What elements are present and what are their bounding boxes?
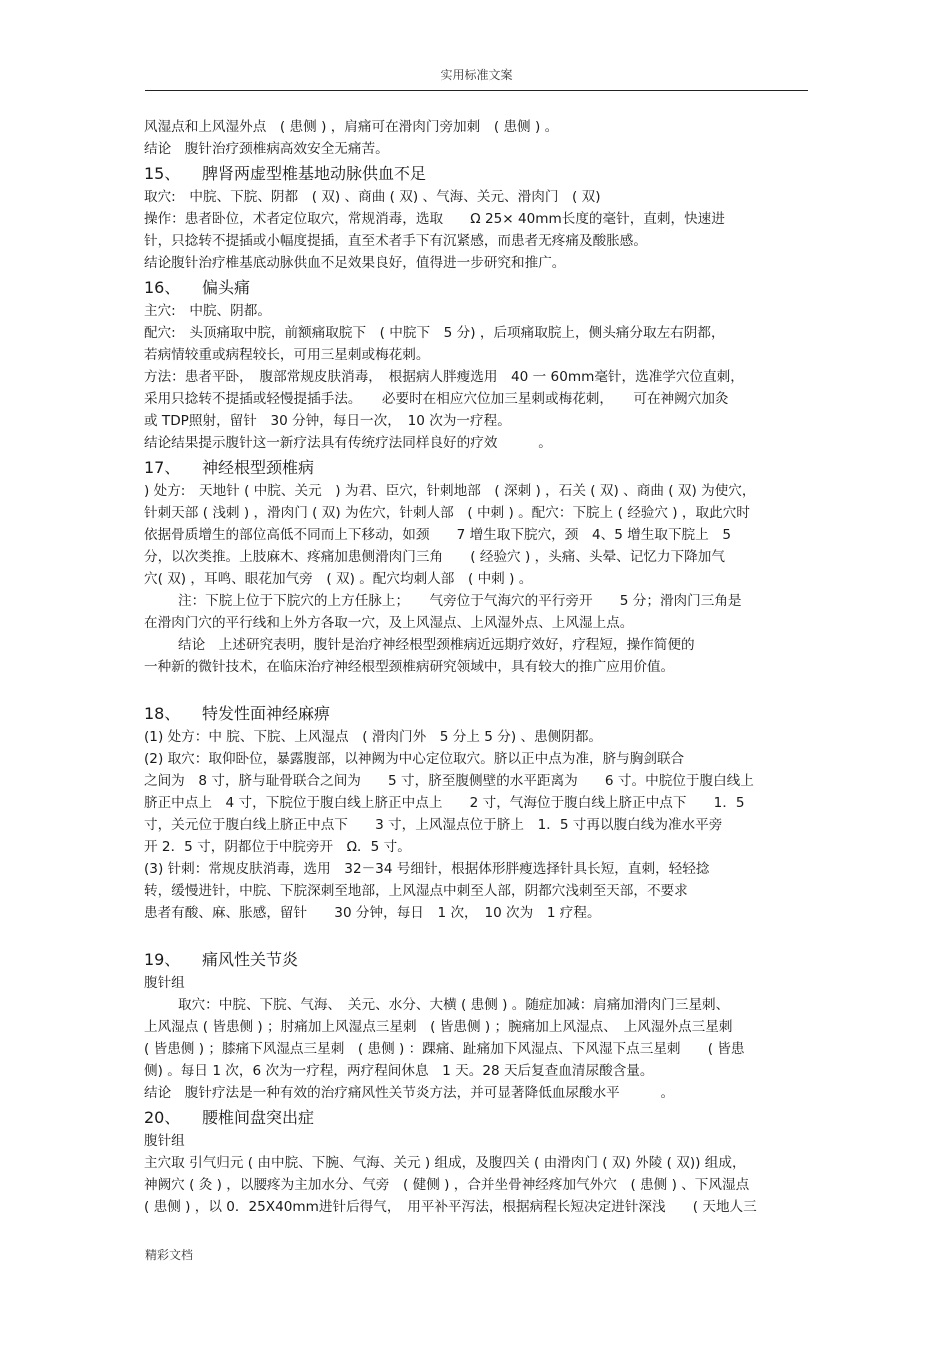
text-line: 结论腹针治疗椎基底动脉供血不足效果良好，值得进一步研究和推广。 <box>144 255 566 271</box>
text-line: 上风湿点 ( 皆患侧 ) ；肘痛加上风湿点三星刺 ( 皆患侧 ) ；腕痛加上风湿点、 上风湿外点三星刺 <box>144 1019 733 1035</box>
text-line: 腹针组 <box>144 975 185 991</box>
text-line: (1) 处方：中 脘、下脘、上风湿点 ( 滑肉门外 5 分上 5 分) 、患侧阴都。 <box>144 729 603 745</box>
text-line: 一种新的微针技术，在临床治疗神经根型颈椎病研究领域中，具有较大的推广应用价值。 <box>144 659 675 675</box>
text-line: (2) 取穴：取仰卧位，暴露腹部，以神阙为中心定位取穴。脐以正中点为准，脐与胸剑联合 <box>144 751 685 767</box>
spacer <box>144 678 809 700</box>
section-number: 20、 <box>144 1108 181 1127</box>
page-footer: 精彩文档 <box>145 1248 194 1262</box>
section-heading-16 <box>144 276 809 300</box>
text-line: 转，缓慢进针，中脘、下脘深刺至地部，上风湿点中刺至人部，阴都穴浅刺至天部，不要求 <box>144 883 688 899</box>
text-line: 侧) 。每日 1 次，6 次为一疗程，两疗程间休息 1 天。28 天后复查血清尿酸含量。 <box>144 1063 654 1079</box>
text-line: 采用只捻转不提插或轻慢提插手法。 必要时在相应穴位加三星刺或梅花刺， 可在神阙穴加灸 <box>144 391 729 407</box>
text-line: 穴( 双) ，耳鸣、眼花加气旁 ( 双) 。配穴均刺人部 ( 中刺 ) 。 <box>144 571 533 587</box>
text-line: 操作：患者卧位，术者定位取穴，常规消毒，选取 Ω 25× 40mm长度的毫针，直刺，快速进 <box>144 211 725 227</box>
section-title: 神经根型颈椎病 <box>202 458 315 477</box>
text-line: 主穴: 中脘、阴都。 <box>144 303 271 319</box>
text-line: (3) 针刺：常规皮肤消毒，选用 32－34 号细针，根据体形胖瘦选择针具长短，直刺，轻轻捻 <box>144 861 710 877</box>
section-heading-18 <box>144 702 809 726</box>
section-number: 17、 <box>144 458 181 477</box>
section-number: 18、 <box>144 704 181 723</box>
section-heading-20 <box>144 1106 809 1130</box>
section-heading-19 <box>144 948 809 972</box>
section-heading-17 <box>144 456 809 480</box>
text-line: 取穴：中脘、下脘、气海、 关元、水分、大横 ( 患侧 ) 。随症加减：肩痛加滑肉门三星刺、 <box>178 997 730 1013</box>
section-number: 16、 <box>144 278 181 297</box>
section-title: 偏头痛 <box>202 278 251 297</box>
text-line: 或 TDP照射，留针 30 分钟，每日一次， 10 次为一疗程。 <box>144 413 511 429</box>
text-line: 寸，关元位于腹白线上脐正中点下 3 寸，上风湿点位于脐上 1．5 寸再以腹白线为准水平旁 <box>144 817 723 833</box>
text-line: 结论 腹针治疗颈椎病高效安全无痛苦。 <box>144 141 389 157</box>
text-line: 之间为 8 寸，脐与耻骨联合之间为 5 寸，脐至腹侧壁的水平距离为 6 寸。中脘位于腹白线上 <box>144 773 754 789</box>
text-line: 腹针组 <box>144 1133 185 1149</box>
text-line: 注：下脘上位于下脘穴的上方任脉上； 气旁位于气海穴的平行旁开 5 分；滑肉门三角是 <box>178 593 742 609</box>
text-line: ( 患侧 ) ，以 0．25X40mm进针后得气， 用平补平泻法，根据病程长短决定进针深浅 ( 天地人三 <box>144 1199 757 1215</box>
text-line: 结论 腹针疗法是一种有效的治疗痛风性关节炎方法，并可显著降低血尿酸水平 。 <box>144 1085 675 1101</box>
text-line: 取穴: 中脘、下脘、阴都 ( 双) 、商曲 ( 双) 、气海、关元、滑肉门 ( 双) <box>144 189 601 205</box>
text-line: 患者有酸、麻、胀感，留针 30 分钟，每日 1 次， 10 次为 1 疗程。 <box>144 905 601 921</box>
text-line: 结论结果提示腹针这一新疗法具有传统疗法同样良好的疗效 。 <box>144 435 552 451</box>
text-line: ( 皆患侧 ) ；膝痛下风湿点三星刺 ( 患侧 ) ：踝痛、趾痛加下风湿点、下风湿下点三星刺 ( 皆患 <box>144 1041 745 1057</box>
section-title: 腰椎间盘突出症 <box>202 1108 315 1127</box>
text-line: 神阙穴 ( 灸 ) ，以腰疼为主加水分、气旁 ( 健侧 ) ，合并坐骨神经疼加气外穴 ( 患侧 ) 、下风湿点 <box>144 1177 750 1193</box>
section-heading-15 <box>144 162 809 186</box>
text-line: 方法：患者平卧， 腹部常规皮肤消毒， 根据病人胖瘦选用 40 一 60mm毫针，选准学穴位直刺， <box>144 369 744 385</box>
page-header: 实用标准文案 <box>440 68 513 82</box>
document-body <box>144 116 809 1218</box>
text-line: 针，只捻转不提插或小幅度提插，直至术者手下有沉紧感，而患者无疼痛及酸胀感。 <box>144 233 647 249</box>
text-line: 在滑肉门穴的平行线和上外方各取一穴，及上风湿点、上风湿外点、上风湿上点。 <box>144 615 634 631</box>
text-line: 主穴取 引气归元 ( 由中脘、下腕、气海、关元 ) 组成，及腹四关 ( 由滑肉门 ( 双) 外陵 ( 双)) 组成， <box>144 1155 746 1171</box>
text-line: 针刺天部 ( 浅刺 ) ，滑肉门 ( 双) 为佐穴，针刺人部 ( 中刺 ) 。配穴：下脘上 ( 经验穴 ) ，取此穴时 <box>144 505 750 521</box>
text-line: 风湿点和上风湿外点 ( 患侧 ) ，肩痛可在滑肉门旁加刺 ( 患侧 ) 。 <box>144 119 559 135</box>
section-title: 脾肾两虚型椎基地动脉供血不足 <box>202 164 427 183</box>
text-line: 配穴: 头顶痛取中脘，前额痛取脘下 ( 中脘下 5 分) ，后项痛取脘上，侧头痛分取左右阴都， <box>144 325 725 341</box>
text-line: 结论 上述研究表明，腹针是治疗神经根型颈椎病近远期疗效好，疗程短，操作简便的 <box>178 637 695 653</box>
header-rule <box>145 90 808 91</box>
text-line: ) 处方: 天地针 ( 中脘、关元 ) 为君、臣穴，针刺地部 ( 深刺 ) ，石关 ( 双) 、商曲 ( 双) 为使穴， <box>144 483 756 499</box>
section-title: 特发性面神经麻痹 <box>202 704 331 723</box>
spacer <box>144 924 809 946</box>
section-title: 痛风性关节炎 <box>202 950 299 969</box>
text-line: 分，以次类推。上肢麻木、疼痛加患侧滑肉门三角 ( 经验穴 ) ，头痛、头晕、记忆力下降加气 <box>144 549 725 565</box>
text-line: 若病情较重或病程较长，可用三星刺或梅花刺。 <box>144 347 430 363</box>
section-number: 19、 <box>144 950 181 969</box>
text-line: 脐正中点上 4 寸，下脘位于腹白线上脐正中点上 2 寸，气海位于腹白线上脐正中点下 1．5 <box>144 795 745 811</box>
section-number: 15、 <box>144 164 181 183</box>
text-line: 开 2．5 寸，阴都位于中脘旁开 Ω．5 寸。 <box>144 839 411 855</box>
text-line: 依据骨质增生的部位高低不同而上下移动，如颈 7 增生取下脘穴，颈 4、5 增生取下脘上 5 <box>144 527 731 543</box>
